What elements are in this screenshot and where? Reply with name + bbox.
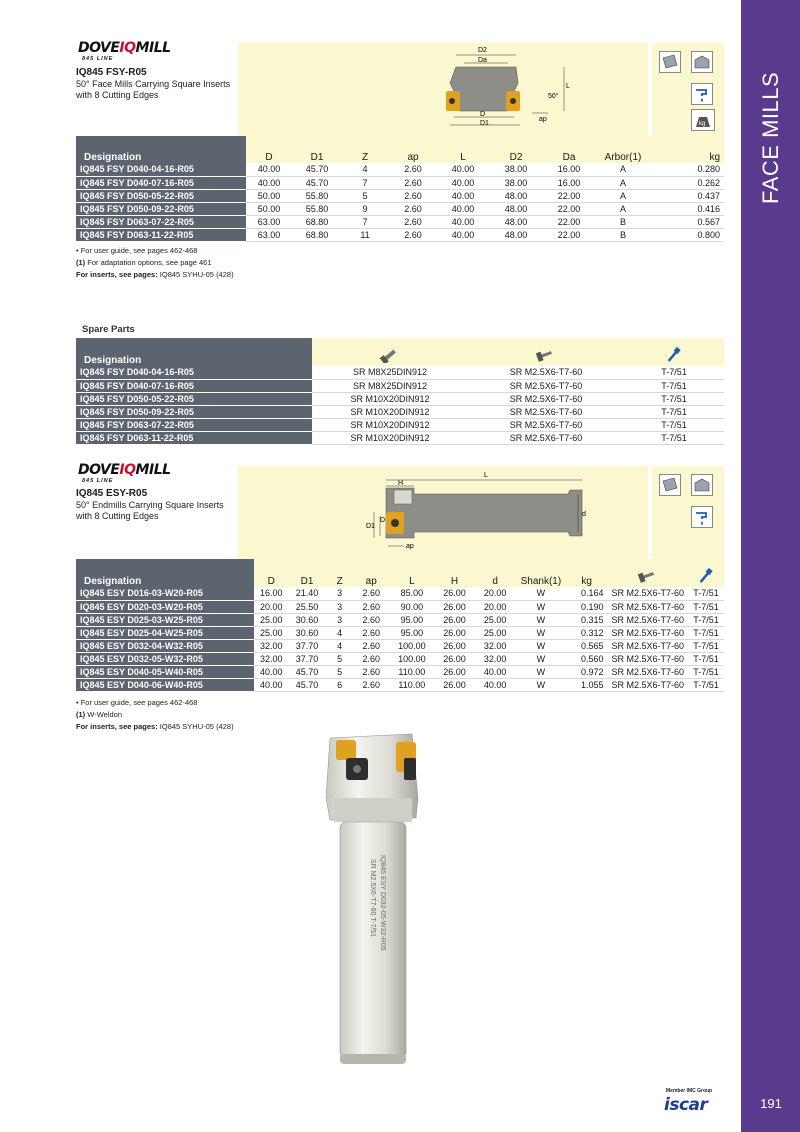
spare-cell: SR M10X20DIN912	[312, 431, 468, 444]
col-z: Z	[342, 136, 388, 163]
esy-cell: T-7/51	[688, 600, 724, 613]
esy-cell: W	[516, 652, 566, 665]
spare-cell: T-7/51	[624, 392, 724, 405]
esy-cell: 0.312	[566, 626, 608, 639]
esy-cell: 2.60	[353, 678, 389, 691]
spare-designation-cell: IQ845 FSY D040-04-16-R05	[76, 366, 312, 379]
fsy-cell: 9	[342, 202, 388, 215]
esy-cell: W	[516, 665, 566, 678]
esy-designation-cell: IQ845 ESY D032-05-W32-R05	[76, 652, 254, 665]
esy-cell: 32.00	[254, 652, 288, 665]
fsy-cell: 63.00	[246, 215, 292, 228]
spare-designation-cell: IQ845 FSY D063-07-22-R05	[76, 418, 312, 431]
coolant-icon	[691, 83, 713, 105]
esy-cell: W	[516, 613, 566, 626]
svg-text:SR M2.5X6-T7-60 T-7/51: SR M2.5X6-T7-60 T-7/51	[369, 859, 376, 938]
table-row	[76, 626, 724, 639]
spare-designation-cell: IQ845 FSY D050-09-22-R05	[76, 405, 312, 418]
table-row	[76, 176, 724, 189]
col-arbor: Arbor(1)	[594, 136, 652, 163]
esy-cell: 26.00	[435, 678, 475, 691]
col2-h: H	[435, 559, 475, 587]
fsy-cell: 5	[342, 189, 388, 202]
esy-cell: 40.00	[474, 665, 516, 678]
fsy-designation-cell: IQ845 FSY D063-11-22-R05	[76, 228, 246, 241]
esy-cell: 95.00	[389, 626, 435, 639]
fsy-cell: 63.00	[246, 228, 292, 241]
table-row	[76, 600, 724, 613]
fsy-cell: 7	[342, 215, 388, 228]
fsy-cell: 2.60	[388, 228, 438, 241]
fsy-cell: 0.416	[652, 202, 724, 215]
esy-cell: 25.00	[254, 613, 288, 626]
esy-cell: 26.00	[435, 587, 475, 600]
fsy-cell: 2.60	[388, 215, 438, 228]
shoulder-milling-icon	[691, 51, 713, 73]
esy-cell: 20.00	[474, 587, 516, 600]
col2-shank: Shank(1)	[516, 559, 566, 587]
spare-cell: SR M8X25DIN912	[312, 366, 468, 379]
fsy-designation-cell: IQ845 FSY D040-04-16-R05	[76, 163, 246, 176]
esy-cell: 0.190	[566, 600, 608, 613]
fsy-cell: 45.70	[292, 163, 342, 176]
insert-screw-icon	[468, 338, 624, 366]
fsy-cell: 0.262	[652, 176, 724, 189]
spare-designation-cell: IQ845 FSY D050-05-22-R05	[76, 392, 312, 405]
esy-cell: 3	[326, 600, 354, 613]
table-row	[76, 405, 724, 418]
esy-cell: 2.60	[353, 600, 389, 613]
esy-cell: 16.00	[254, 587, 288, 600]
esy-cell: 95.00	[389, 613, 435, 626]
table-row	[76, 652, 724, 665]
esy-cell: W	[516, 626, 566, 639]
fsy-cell: 38.00	[488, 176, 544, 189]
svg-text:kg: kg	[699, 121, 706, 127]
table-row	[76, 418, 724, 431]
table-row	[76, 189, 724, 202]
fsy-cell: 4	[342, 163, 388, 176]
fsy-cell: A	[594, 163, 652, 176]
esy-cell: 25.50	[288, 600, 326, 613]
spare-cell: SR M2.5X6-T7-60	[468, 379, 624, 392]
esy-cell: SR M2.5X6-T7-60	[607, 665, 688, 678]
esy-cell: 3	[326, 613, 354, 626]
icons-panel-2	[652, 466, 724, 559]
fsy-cell: 40.00	[438, 189, 488, 202]
label-d-2: D	[380, 517, 386, 524]
face-mill-drawing	[238, 43, 648, 136]
spare-parts-label: Spare Parts	[82, 324, 135, 335]
esy-designation-cell: IQ845 ESY D020-03-W20-R05	[76, 600, 254, 613]
esy-cell: T-7/51	[688, 587, 724, 600]
fsy-designation-cell: IQ845 FSY D063-07-22-R05	[76, 215, 246, 228]
spare-designation-cell: IQ845 FSY D040-07-16-R05	[76, 379, 312, 392]
fsy-cell: 48.00	[488, 202, 544, 215]
esy-cell: 110.00	[389, 678, 435, 691]
col-d1: D1	[292, 136, 342, 163]
esy-cell: 26.00	[435, 600, 475, 613]
esy-cell: 3	[326, 587, 354, 600]
col2-dd: d	[474, 559, 516, 587]
table-row	[76, 163, 724, 176]
esy-cell: SR M2.5X6-T7-60	[607, 600, 688, 613]
product-title-2: IQ845 ESY-R05	[76, 488, 148, 499]
fsy-cell: 48.00	[488, 228, 544, 241]
col2-d1: D1	[288, 559, 326, 587]
kg-icon	[691, 109, 715, 131]
section1-table	[76, 136, 724, 242]
spare-cell: T-7/51	[624, 431, 724, 444]
label-ap: ap	[539, 116, 547, 123]
product-description: 50° Face Mills Carrying Square Inserts with 8 Cutting Edges	[76, 79, 231, 100]
fsy-cell: 0.800	[652, 228, 724, 241]
fsy-cell: 68.80	[292, 228, 342, 241]
label-h: H	[398, 480, 404, 487]
col-kg: kg	[652, 136, 724, 163]
esy-cell: 37.70	[288, 652, 326, 665]
spare-cell: SR M8X25DIN912	[312, 379, 468, 392]
esy-cell: 37.70	[288, 639, 326, 652]
label-dd: d	[582, 511, 586, 518]
esy-cell: 100.00	[389, 652, 435, 665]
esy-cell: 30.60	[288, 626, 326, 639]
esy-cell: T-7/51	[688, 665, 724, 678]
spare-cell: SR M10X20DIN912	[312, 392, 468, 405]
esy-cell: W	[516, 678, 566, 691]
fsy-cell: 2.60	[388, 189, 438, 202]
coolant-icon-2	[691, 506, 713, 528]
esy-designation-cell: IQ845 ESY D025-03-W25-R05	[76, 613, 254, 626]
esy-cell: 30.60	[288, 613, 326, 626]
esy-cell: 100.00	[389, 639, 435, 652]
fsy-cell: 40.00	[438, 228, 488, 241]
esy-cell: T-7/51	[688, 626, 724, 639]
esy-cell: 0.164	[566, 587, 608, 600]
esy-cell: 2.60	[353, 639, 389, 652]
col-d2: D2	[488, 136, 544, 163]
table-row	[76, 215, 724, 228]
esy-designation-cell: IQ845 ESY D032-04-W32-R05	[76, 639, 254, 652]
fsy-cell: 16.00	[544, 176, 594, 189]
esy-cell: 32.00	[474, 652, 516, 665]
esy-designation-cell: IQ845 ESY D040-06-W40-R05	[76, 678, 254, 691]
fsy-cell: 38.00	[488, 163, 544, 176]
esy-cell: 25.00	[254, 626, 288, 639]
esy-cell: T-7/51	[688, 639, 724, 652]
fsy-cell: 11	[342, 228, 388, 241]
fsy-cell: 40.00	[438, 215, 488, 228]
esy-designation-cell: IQ845 ESY D025-04-W25-R05	[76, 626, 254, 639]
fsy-cell: 16.00	[544, 163, 594, 176]
dovemill-logo-2: DOVEIQMILL 845 LINE	[78, 462, 171, 484]
esy-cell: 5	[326, 652, 354, 665]
face-milling-icon	[659, 51, 681, 73]
table-row	[76, 678, 724, 691]
fsy-cell: 40.00	[438, 202, 488, 215]
label-l: L	[566, 83, 570, 90]
fsy-cell: 2.60	[388, 202, 438, 215]
esy-cell: SR M2.5X6-T7-60	[607, 639, 688, 652]
esy-cell: W	[516, 600, 566, 613]
note2-weldon: (1) W-Weldon	[76, 710, 122, 719]
spare-cell: T-7/51	[624, 379, 724, 392]
fsy-cell: 22.00	[544, 228, 594, 241]
icons-panel-1	[652, 43, 724, 136]
page-number: 191	[760, 1096, 782, 1111]
spare-cell: SR M10X20DIN912	[312, 405, 468, 418]
note2-user-guide: • For user guide, see pages 462-468	[76, 698, 198, 707]
note-inserts: For inserts, see pages: IQ845 SYHU-05 (428)	[76, 270, 234, 279]
col2-kg: kg	[566, 559, 608, 587]
sidebar-title: FACE MILLS	[758, 71, 783, 204]
col-l: L	[438, 136, 488, 163]
esy-cell: W	[516, 587, 566, 600]
esy-cell: 26.00	[435, 639, 475, 652]
fsy-designation-cell: IQ845 FSY D050-05-22-R05	[76, 189, 246, 202]
fsy-cell: 7	[342, 176, 388, 189]
esy-cell: 1.055	[566, 678, 608, 691]
esy-cell: 40.00	[474, 678, 516, 691]
esy-designation-cell: IQ845 ESY D016-03-W20-R05	[76, 587, 254, 600]
esy-cell: 26.00	[435, 652, 475, 665]
esy-cell: 5	[326, 665, 354, 678]
col-d: D	[246, 136, 292, 163]
screw-icon	[312, 338, 468, 366]
table-row	[76, 665, 724, 678]
esy-cell: 2.60	[353, 665, 389, 678]
esy-cell: 45.70	[288, 678, 326, 691]
fsy-cell: 22.00	[544, 215, 594, 228]
fsy-cell: 22.00	[544, 189, 594, 202]
label-d1: D1	[480, 120, 489, 127]
esy-cell: SR M2.5X6-T7-60	[607, 678, 688, 691]
esy-designation-cell: IQ845 ESY D040-05-W40-R05	[76, 665, 254, 678]
section2-table	[76, 559, 724, 692]
product-description-2: 50° Endmills Carrying Square Inserts with 8 Cutting Edges	[76, 500, 224, 521]
spare-cell: T-7/51	[624, 418, 724, 431]
esy-cell: 2.60	[353, 626, 389, 639]
fsy-cell: 48.00	[488, 189, 544, 202]
fsy-cell: 0.567	[652, 215, 724, 228]
col-designation: Designation	[76, 136, 246, 163]
esy-cell: T-7/51	[688, 652, 724, 665]
label-d: D	[480, 111, 486, 118]
col2-d: D	[254, 559, 288, 587]
endmill-photo	[300, 728, 440, 1068]
spare-cell: SR M2.5X6-T7-60	[468, 366, 624, 379]
esy-cell: SR M2.5X6-T7-60	[607, 613, 688, 626]
fsy-cell: 2.60	[388, 163, 438, 176]
label-d1-2: D1	[366, 523, 375, 530]
esy-cell: 21.40	[288, 587, 326, 600]
esy-cell: 20.00	[474, 600, 516, 613]
fsy-cell: A	[594, 202, 652, 215]
col-ap: ap	[388, 136, 438, 163]
fsy-cell: 40.00	[438, 163, 488, 176]
fsy-cell: 50.00	[246, 202, 292, 215]
esy-cell: 0.560	[566, 652, 608, 665]
esy-cell: 4	[326, 639, 354, 652]
table-row	[76, 587, 724, 600]
fsy-cell: 40.00	[438, 176, 488, 189]
esy-cell: 2.60	[353, 652, 389, 665]
esy-cell: 20.00	[254, 600, 288, 613]
spare-cell: SR M2.5X6-T7-60	[468, 418, 624, 431]
esy-cell: 0.315	[566, 613, 608, 626]
label-angle: 50°	[548, 93, 559, 100]
table-row	[76, 639, 724, 652]
esy-cell: 6	[326, 678, 354, 691]
esy-cell: SR M2.5X6-T7-60	[607, 587, 688, 600]
spare-designation-cell: IQ845 FSY D063-11-22-R05	[76, 431, 312, 444]
fsy-cell: 0.437	[652, 189, 724, 202]
note2-inserts: For inserts, see pages: IQ845 SYHU-05 (428)	[76, 722, 234, 731]
table-row	[76, 613, 724, 626]
esy-cell: 26.00	[435, 665, 475, 678]
iscar-logo: iscar	[664, 1095, 708, 1115]
spare-cell: SR M2.5X6-T7-60	[468, 431, 624, 444]
fsy-cell: 48.00	[488, 215, 544, 228]
spare-parts-table	[76, 338, 724, 445]
fsy-cell: B	[594, 228, 652, 241]
fsy-cell: 0.280	[652, 163, 724, 176]
fsy-cell: 45.70	[292, 176, 342, 189]
fsy-cell: 22.00	[544, 202, 594, 215]
col2-designation: Designation	[76, 559, 254, 587]
esy-cell: W	[516, 639, 566, 652]
esy-cell: T-7/51	[688, 613, 724, 626]
svg-text:IQ845 ESY D032-05-W32-R05: IQ845 ESY D032-05-W32-R05	[379, 855, 386, 951]
dovemill-logo: DOVEIQMILL 845 LINE	[78, 40, 171, 62]
esy-cell: SR M2.5X6-T7-60	[607, 626, 688, 639]
fsy-cell: B	[594, 215, 652, 228]
table-row	[76, 392, 724, 405]
label-ap-2: ap	[406, 543, 414, 550]
esy-cell: T-7/51	[688, 678, 724, 691]
fsy-cell: 40.00	[246, 163, 292, 176]
fsy-designation-cell: IQ845 FSY D050-09-22-R05	[76, 202, 246, 215]
table-row	[76, 379, 724, 392]
fsy-cell: 55.80	[292, 202, 342, 215]
esy-cell: 32.00	[254, 639, 288, 652]
esy-cell: 90.00	[389, 600, 435, 613]
label-da: Da	[478, 57, 487, 64]
spare-cell: T-7/51	[624, 366, 724, 379]
note-adaptation: (1) For adaptation options, see page 461	[76, 258, 212, 267]
note-user-guide: • For user guide, see pages 462-468	[76, 246, 198, 255]
endmill-drawing	[238, 466, 648, 559]
esy-cell: 85.00	[389, 587, 435, 600]
esy-cell: 26.00	[435, 613, 475, 626]
key-icon	[624, 338, 724, 366]
col2-ap: ap	[353, 559, 389, 587]
insert-screw-icon-2	[607, 559, 688, 587]
esy-cell: 26.00	[435, 626, 475, 639]
esy-cell: 32.00	[474, 639, 516, 652]
table-row	[76, 431, 724, 444]
esy-cell: SR M2.5X6-T7-60	[607, 652, 688, 665]
esy-cell: 40.00	[254, 678, 288, 691]
fsy-cell: 2.60	[388, 176, 438, 189]
key-icon-2	[688, 559, 724, 587]
member-imc-label: Member IMC Group	[666, 1088, 713, 1094]
label-l-2: L	[484, 472, 488, 479]
spare-col-designation: Designation	[76, 338, 312, 366]
esy-cell: 0.565	[566, 639, 608, 652]
esy-cell: 40.00	[254, 665, 288, 678]
table-row	[76, 228, 724, 241]
col-da: Da	[544, 136, 594, 163]
esy-cell: 25.00	[474, 613, 516, 626]
fsy-cell: A	[594, 176, 652, 189]
spare-cell: SR M2.5X6-T7-60	[468, 405, 624, 418]
col2-l: L	[389, 559, 435, 587]
label-d2: D2	[478, 47, 487, 54]
table-row	[76, 366, 724, 379]
esy-cell: 2.60	[353, 587, 389, 600]
spare-cell: SR M2.5X6-T7-60	[468, 392, 624, 405]
face-milling-icon-2	[659, 474, 681, 496]
esy-cell: 0.972	[566, 665, 608, 678]
esy-cell: 25.00	[474, 626, 516, 639]
esy-cell: 4	[326, 626, 354, 639]
fsy-designation-cell: IQ845 FSY D040-07-16-R05	[76, 176, 246, 189]
fsy-cell: 50.00	[246, 189, 292, 202]
shoulder-milling-icon-2	[691, 474, 713, 496]
fsy-cell: 40.00	[246, 176, 292, 189]
product-title: IQ845 FSY-R05	[76, 67, 147, 78]
fsy-cell: A	[594, 189, 652, 202]
esy-cell: 45.70	[288, 665, 326, 678]
esy-cell: 110.00	[389, 665, 435, 678]
spare-cell: T-7/51	[624, 405, 724, 418]
fsy-cell: 55.80	[292, 189, 342, 202]
table-row	[76, 202, 724, 215]
spare-cell: SR M10X20DIN912	[312, 418, 468, 431]
fsy-cell: 68.80	[292, 215, 342, 228]
col2-z: Z	[326, 559, 354, 587]
esy-cell: 2.60	[353, 613, 389, 626]
